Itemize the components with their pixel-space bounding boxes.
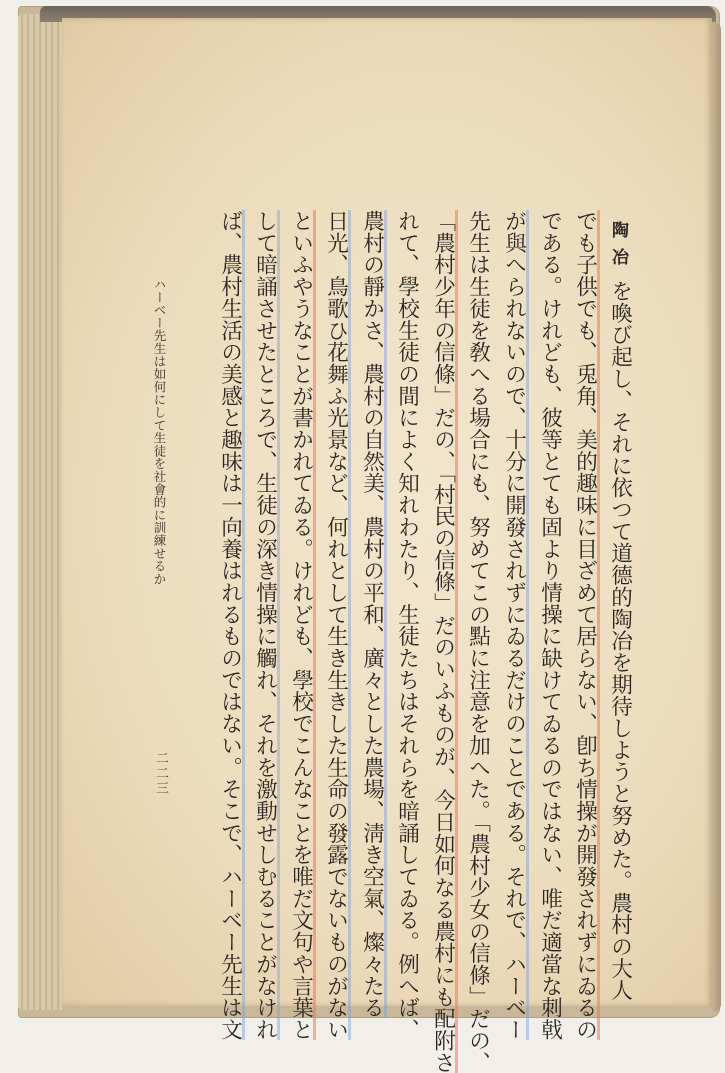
text-line-9: 日光、鳥歌ひ花舞ふ光景など、何れとして生き生きした生命の發露でないものがない: [323, 210, 349, 1041]
text-line-5: 先生は生徒を敎へる場合にも、努めてこの點に注意を加へた。「農村少女の信條」だの、: [465, 210, 491, 1073]
text-line-2: でも子供でも、兎角、美的趣味に目ざめて居らない、卽ち情操が開發されずにゐるの: [572, 210, 598, 1041]
text-line-1: を喚び起し、それに依つて道德的陶冶を期待しようと努めた。農村の大人: [607, 280, 633, 1002]
text-line-12: ば、農村生活の美感と趣味は一向養はれるものではない。そこで、ハーベー先生は文: [217, 210, 243, 1041]
text-line-4: が與へられないので、十分に開發されずにゐるだけのことである。それで、ハーベー: [501, 210, 527, 1041]
page-edges: [18, 14, 66, 1010]
text-line-6: 「農村少年の信條」だの、「村民の信條」だのいふものが、今日如何なる農村にも配附さ: [430, 210, 456, 1073]
text-line-10: といふやうなことが書かれてゐる。けれども、學校でこんなことを唯だ文句や言葉と: [288, 210, 314, 1041]
book-page: [62, 18, 712, 1073]
running-head: ハーベー先生は如何にして生徒を社會的に訓練せるか: [152, 278, 167, 586]
text-line-11: して暗誦させたところで、生徒の深き情操に觸れ、それを激動せしむることがなけれ: [252, 210, 278, 1041]
lead-word: 陶冶: [608, 221, 628, 275]
text-line-7: れて、學校生徒の間によく知れわたり、生徒たちはそれらを暗誦してゐる。例へば、: [394, 210, 420, 1041]
text-line-3: である。けれども、彼等とても固より情操に缺けてゐるのではない、唯だ適當な刺戟: [537, 210, 563, 1041]
page-number: 二二三: [153, 751, 168, 796]
text-line-8: 農村の靜かさ、農村の自然美、農村の平和、廣々とした農場、淸き空氣、燦々たる: [359, 210, 385, 1019]
